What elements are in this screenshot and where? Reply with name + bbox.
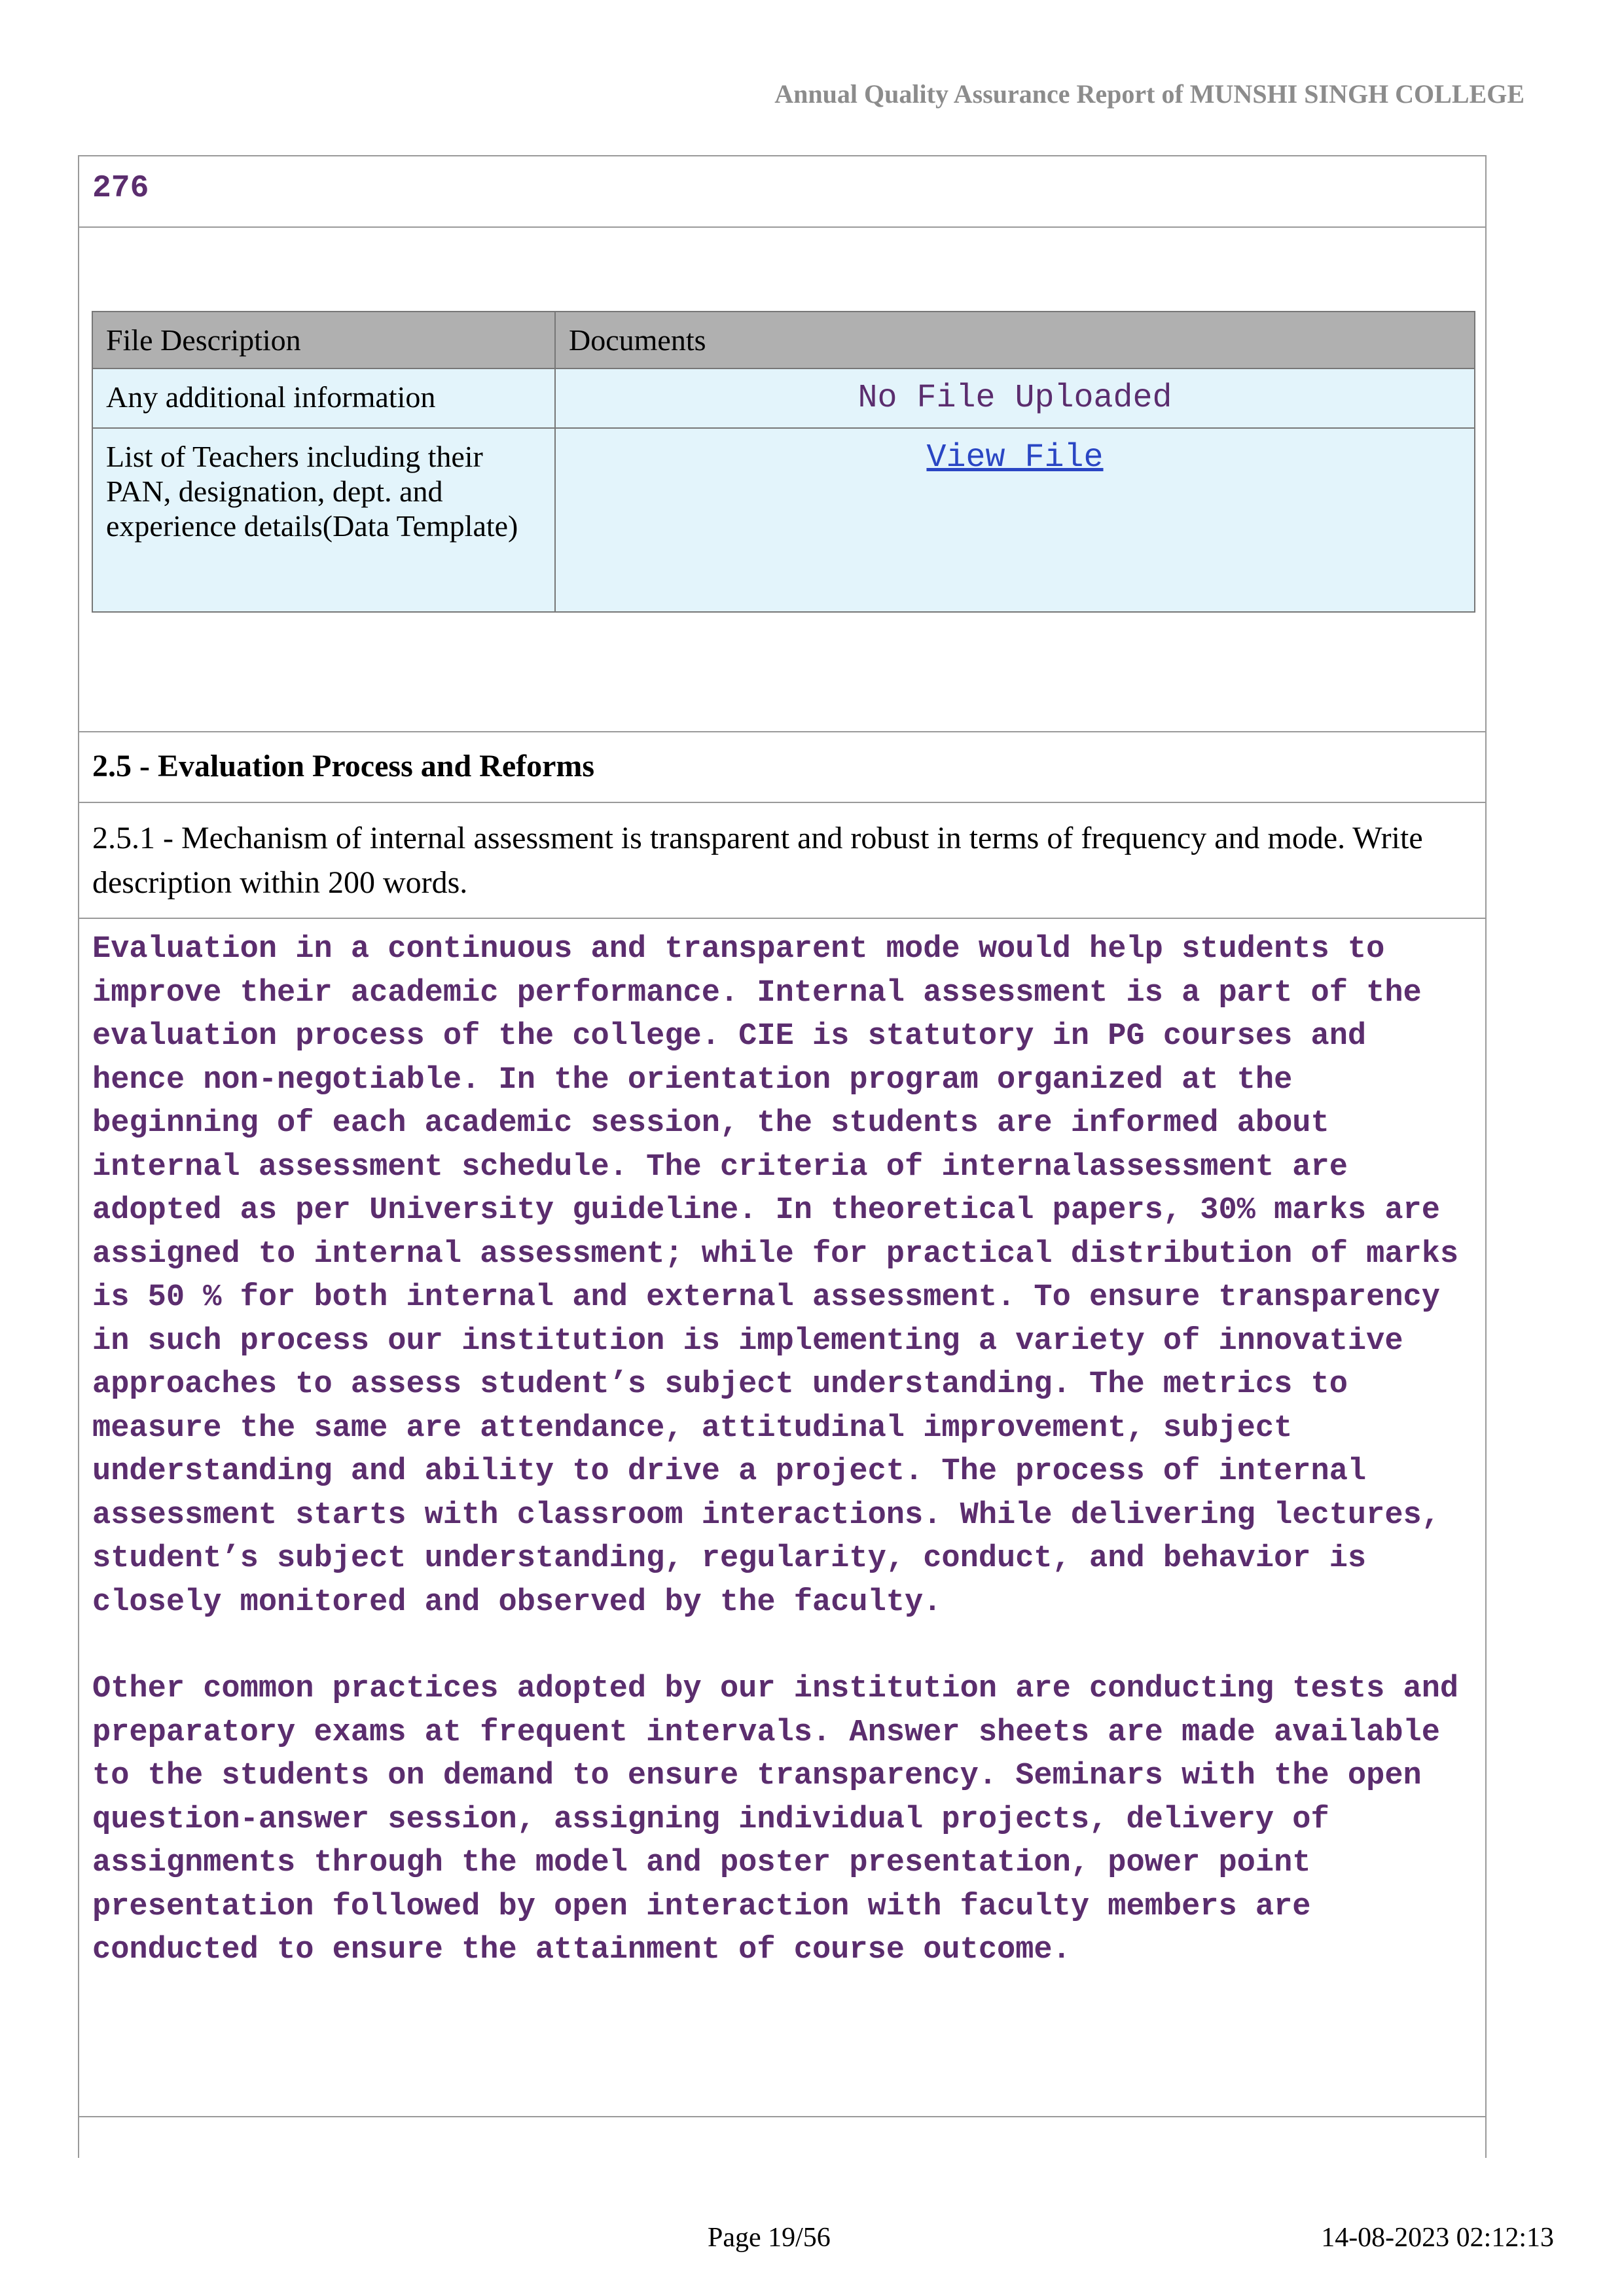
metric-row <box>79 156 1485 228</box>
view-file-cell <box>555 428 1475 612</box>
documents-header: Documents <box>555 312 1475 368</box>
file-description-header: File Description <box>92 312 555 368</box>
section-row <box>79 732 1485 803</box>
report-datetime: 14-08-2023 02:12:13 <box>1321 2223 1554 2253</box>
table-row <box>92 428 1475 612</box>
answer-row <box>79 919 1485 2117</box>
file-table-row <box>79 228 1485 732</box>
report-header: Annual Quality Assurance Report of MUNSHI SINGH COLLEGE <box>774 79 1525 109</box>
page-number: Page 19/56 <box>708 2223 831 2253</box>
question-text: 2.5.1 - Mechanism of internal assessment is transparent and robust in terms of frequency and mode. Write description within 200 words. <box>92 821 1423 900</box>
file-table-header <box>92 312 1475 368</box>
table-row <box>92 368 1475 428</box>
view-file-link[interactable]: View File <box>926 439 1104 476</box>
content-frame <box>78 155 1487 2158</box>
file-table <box>92 311 1475 613</box>
answer-paragraph-2: Other common practices adopted by our institution are conducting tests and preparatory exams at frequent intervals. Answer sheets are made available to the students on demand to ensure transparency. Seminars with the open question-answer session, assigning individual projects, delivery of assignments through the model and poster presentation, power point presentation followed by open interaction with faculty members are conducted to ensure the attainment of course outcome. <box>92 1672 1477 1967</box>
answer-paragraph-1: Evaluation in a continuous and transparent mode would help students to improve their academic performance. Internal assessment is a part of the evaluation process of the college. CIE is statutory in PG courses and hence non-negotiable. In the orientation program organized at the beginning of each academic session, the students are informed about internal assessment schedule. The criteria of internalassessment are adopted as per University guideline. In theoretical papers, 30% marks are assigned to internal assessment; while for practical distribution of marks is 50 % for both internal and external assessment. To ensure transparency in such process our institution is implementing a variety of innovative approaches to assess student’s subject understanding. The metrics to measure the same are attendance, attitudinal improvement, subject understanding and ability to drive a project. The process of internal assessment starts with classroom interactions. While delivering lectures, student’s subject understanding, regularity, conduct, and behavior is closely monitored and observed by the faculty. <box>92 932 1477 1620</box>
metric-value: 276 <box>92 171 149 206</box>
question-row <box>79 803 1485 919</box>
file-description-cell: List of Teachers including their PAN, designation, dept. and experience details(Data Template) <box>92 428 555 612</box>
file-description-cell: Any additional information <box>92 368 555 428</box>
no-file-uploaded-label: No File Uploaded <box>555 368 1475 428</box>
section-title: 2.5 - Evaluation Process and Reforms <box>92 749 595 783</box>
